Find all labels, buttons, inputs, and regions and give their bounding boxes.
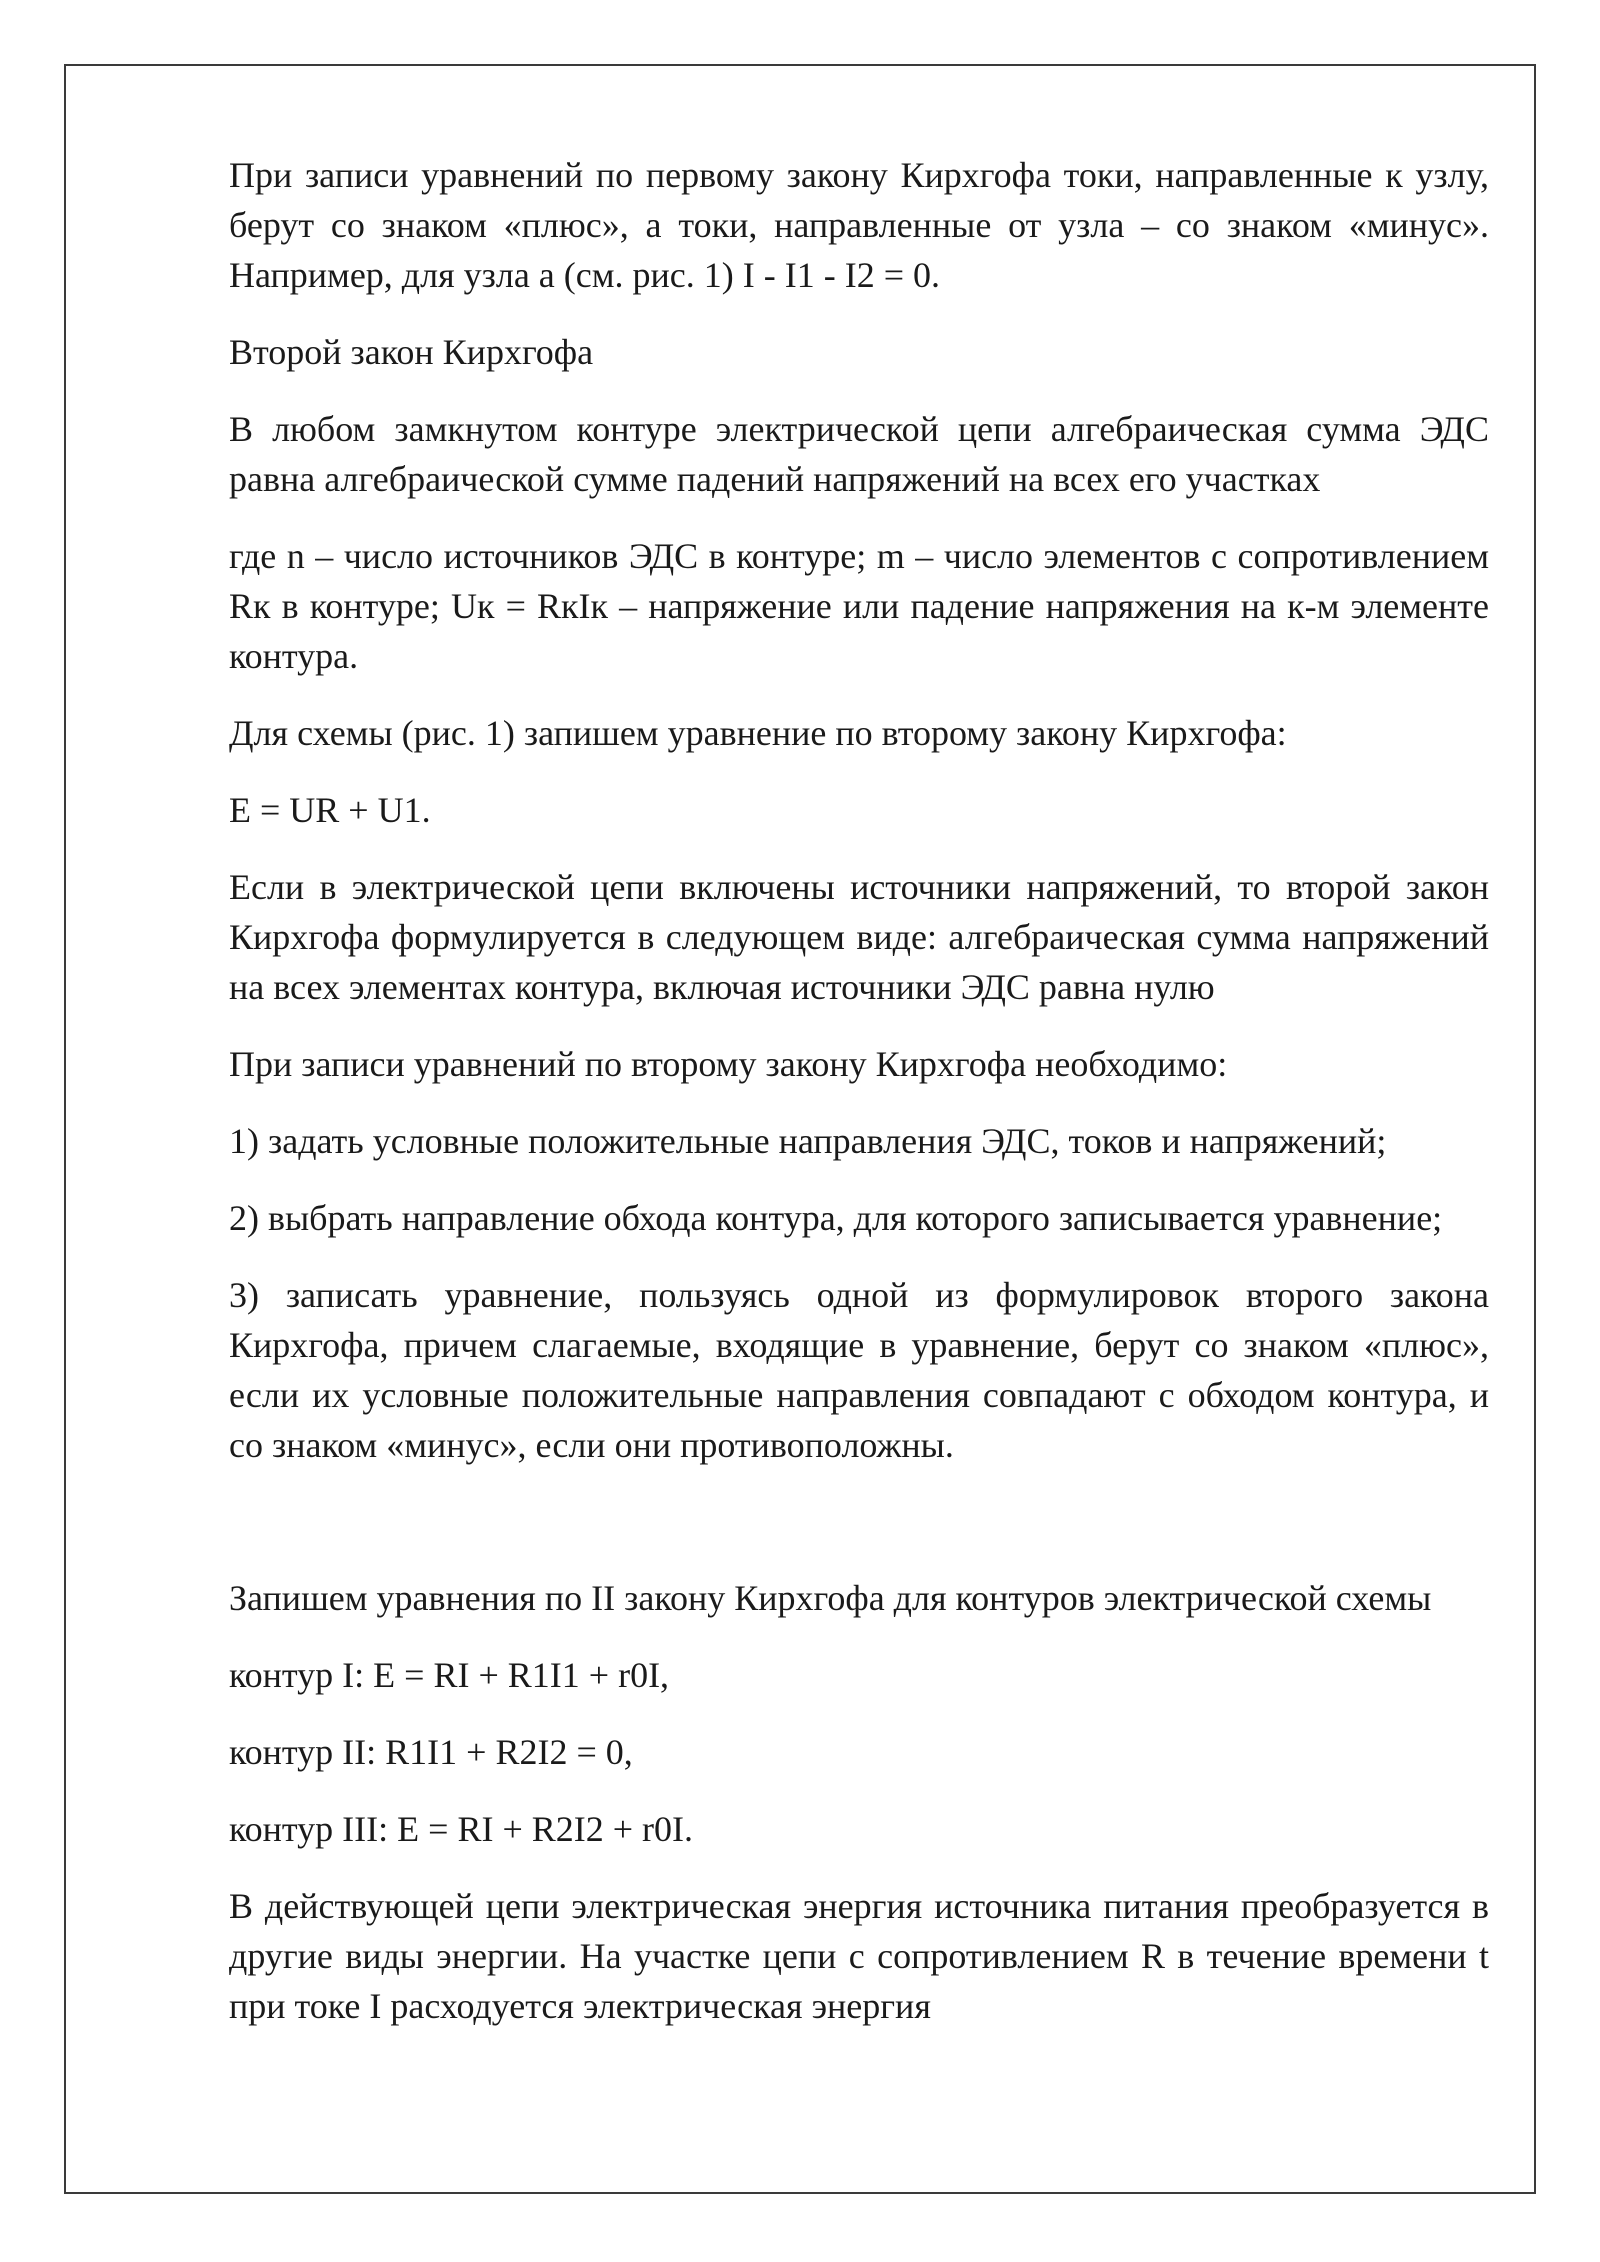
paragraph-variable-definitions: где n – число источников ЭДС в контуре; m – число элементов с сопротивлением Rк в контуре; Uк = RкIк – напряжение или падение напряжения на к-м элементе контура. <box>229 536 1489 676</box>
equation-contour-1: контур I: E = RI + R1I1 + r0I, <box>229 1655 670 1695</box>
blank-spacer <box>229 1497 1489 1573</box>
equation-contour-3: контур III: E = RI + R2I2 + r0I. <box>229 1809 694 1849</box>
paragraph-steps-intro: При записи уравнений по второму закону Кирхгофа необходимо: <box>229 1044 1228 1084</box>
equation-e-ur-u1: E = UR + U1. <box>229 790 431 830</box>
list-item-step-3: 3) записать уравнение, пользуясь одной из формулировок второго закона Кирхгофа, причем слагаемые, входящие в уравнение, берут со знаком «плюс», если их условные положительные направления совпадают с обходом контура, и со знаком «минус», если они противоположны. <box>229 1275 1489 1465</box>
paragraph-second-law-statement: В любом замкнутом контуре электрической цепи алгебраическая сумма ЭДС равна алгебраической сумме падений напряжений на всех его участках <box>229 409 1489 499</box>
document-body <box>229 150 1489 2058</box>
list-item-step-2: 2) выбрать направление обхода контура, для которого записывается уравнение; <box>229 1198 1443 1238</box>
paragraph-voltage-sources-formulation: Если в электрической цепи включены источники напряжений, то второй закон Кирхгофа формулируется в следующем виде: алгебраическая сумма напряжений на всех элементах контура, включая источники ЭДС равна нулю <box>229 867 1489 1007</box>
heading-second-law: Второй закон Кирхгофа <box>229 332 594 372</box>
paragraph-contour-equations-intro: Запишем уравнения по II закону Кирхгофа для контуров электрической схемы <box>229 1578 1432 1618</box>
equation-contour-2: контур II: R1I1 + R2I2 = 0, <box>229 1732 633 1772</box>
paragraph-energy-conversion: В действующей цепи электрическая энергия источника питания преобразуется в другие виды энергии. На участке цепи с сопротивлением R в течение времени t при токе I расходуется электрическая энергия <box>229 1886 1489 2026</box>
paragraph-first-law-sign-rule: При записи уравнений по первому закону Кирхгофа токи, направленные к узлу, берут со знаком «плюс», а токи, направленные от узла – со знаком «минус». Например, для узла a (см. рис. 1) I - I1 - I2 = 0. <box>229 155 1489 295</box>
list-item-step-1: 1) задать условные положительные направления ЭДС, токов и напряжений; <box>229 1121 1387 1161</box>
paragraph-scheme-intro: Для схемы (рис. 1) запишем уравнение по второму закону Кирхгофа: <box>229 713 1287 753</box>
